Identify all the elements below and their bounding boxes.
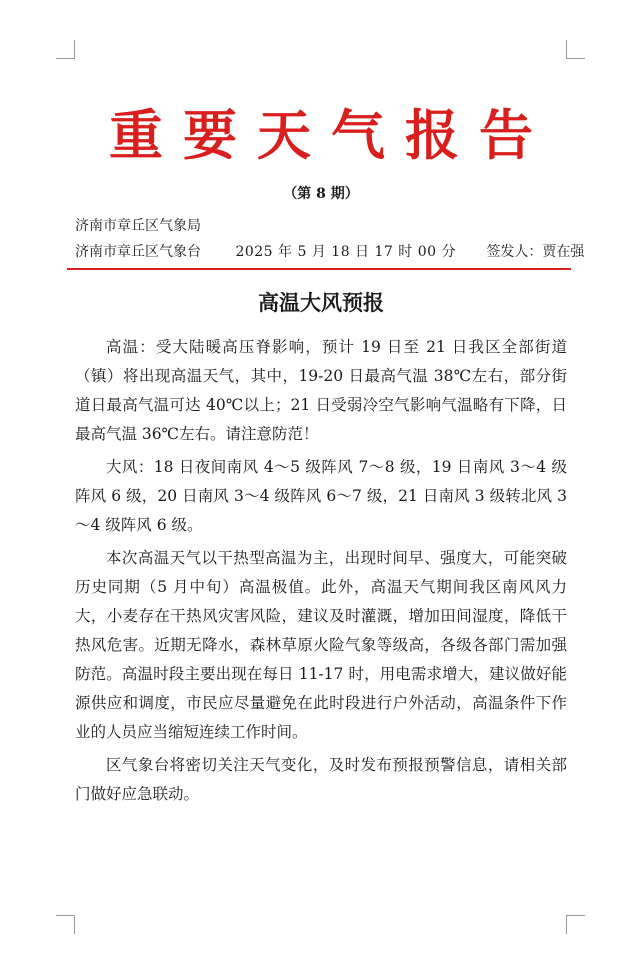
signer: 签发人：贾在强 [486,244,585,260]
crop-mark-top-left [56,40,75,59]
crop-mark-bottom-right [566,915,585,934]
report-masthead: 重要天气报告 [109,103,553,167]
document-title: 高温大风预报 [258,290,384,315]
issuer-line-2 [75,242,585,262]
crop-mark-top-right [566,40,585,59]
observatory-name: 济南市章丘区气象台 [75,244,201,260]
bureau-name: 济南市章丘区气象局 [75,218,201,234]
paragraph-closing: 区气象台将密切关注天气变化，及时发布预报预警信息，请相关部门做好应急联动。 [75,756,567,803]
red-divider [67,268,571,270]
document-body [75,333,567,813]
issue-number: （第 8 期） [283,186,359,202]
paragraph-analysis: 本次高温天气以干热型高温为主，出现时间早、强度大，可能突破历史同期（5 月中旬）高温极值。此外，高温天气期间我区南风风力大，小麦存在干热风灾害风险，建议及时灌溉，增加田间湿度，降低干热风危害。近期无降水，森林草原火险气象等级高，各级各部门需加强防范。高温时段主要出现在每日 11-17 时，用电需求增大，建议做好能源供应和调度，市民应尽量避免在此时段进行户外活动，高温条件下作业的人员应当缩短连续工作时间。 [75,549,567,741]
issue-datetime: 2025 年 5 月 18 日 17 时 00 分 [235,244,456,260]
issuer-line-1 [75,216,575,236]
paragraph-high-temperature: 高温：受大陆暖高压脊影响，预计 19 日至 21 日我区全部街道（镇）将出现高温天气，其中，19-20 日最高气温 38℃左右，部分街道日最高气温可达 40℃以上；21 日受弱冷空气影响气温略有下降，日最高气温 36℃左右。请注意防范！ [75,338,567,443]
crop-mark-bottom-left [56,915,75,934]
paragraph-strong-wind: 大风：18 日夜间南风 4～5 级阵风 7～8 级，19 日南风 3～4 级阵风 6 级，20 日南风 3～4 级阵风 6～7 级，21 日南风 3 级转北风 3～4 级阵风 6 级。 [75,458,567,534]
